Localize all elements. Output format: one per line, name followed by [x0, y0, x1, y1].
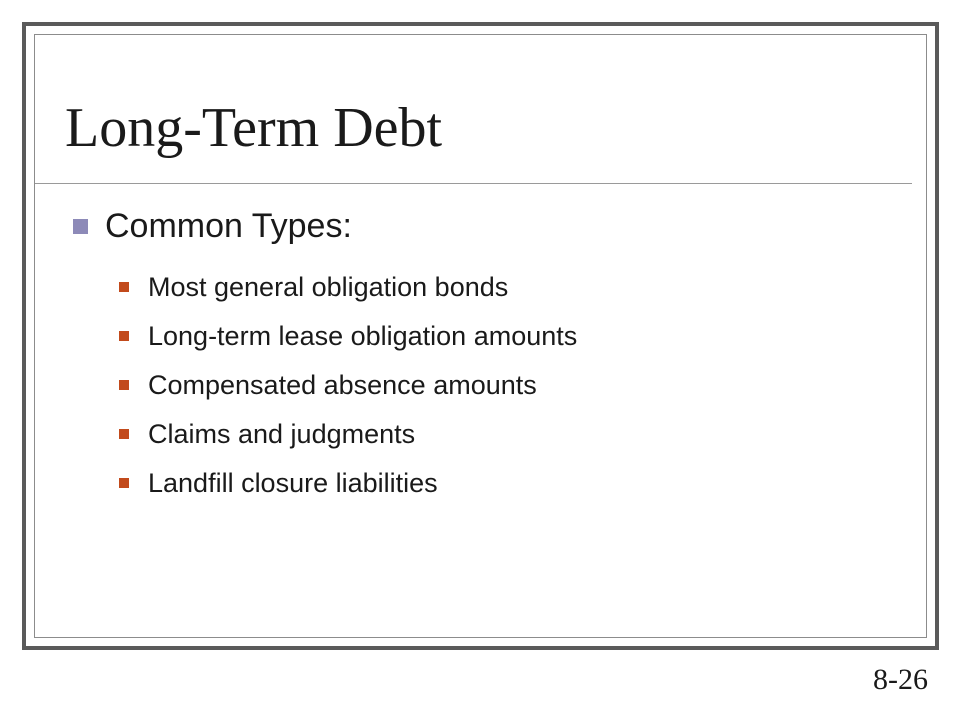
square-bullet-icon — [119, 380, 129, 390]
list-item — [119, 409, 577, 458]
list-item — [119, 458, 577, 507]
square-bullet-icon — [119, 429, 129, 439]
list-item-label: Landfill closure liabilities — [148, 467, 438, 498]
slide-title: Long-Term Debt — [65, 97, 443, 159]
square-bullet-icon — [73, 219, 88, 234]
list-item-label: Long-term lease obligation amounts — [148, 320, 578, 351]
square-bullet-icon — [119, 478, 129, 488]
slide-page-number: 8-26 — [873, 663, 928, 696]
main-bullet — [73, 206, 352, 246]
sub-bullet-list — [119, 262, 577, 507]
square-bullet-icon — [119, 331, 129, 341]
list-item-label: Compensated absence amounts — [148, 369, 537, 400]
title-divider — [35, 183, 912, 184]
list-item — [119, 262, 577, 311]
list-item — [119, 311, 577, 360]
list-item — [119, 360, 577, 409]
list-item-label: Claims and judgments — [148, 418, 416, 449]
square-bullet-icon — [119, 282, 129, 292]
list-item-label: Most general obligation bonds — [148, 271, 509, 302]
main-bullet-label: Common Types: — [105, 207, 352, 245]
